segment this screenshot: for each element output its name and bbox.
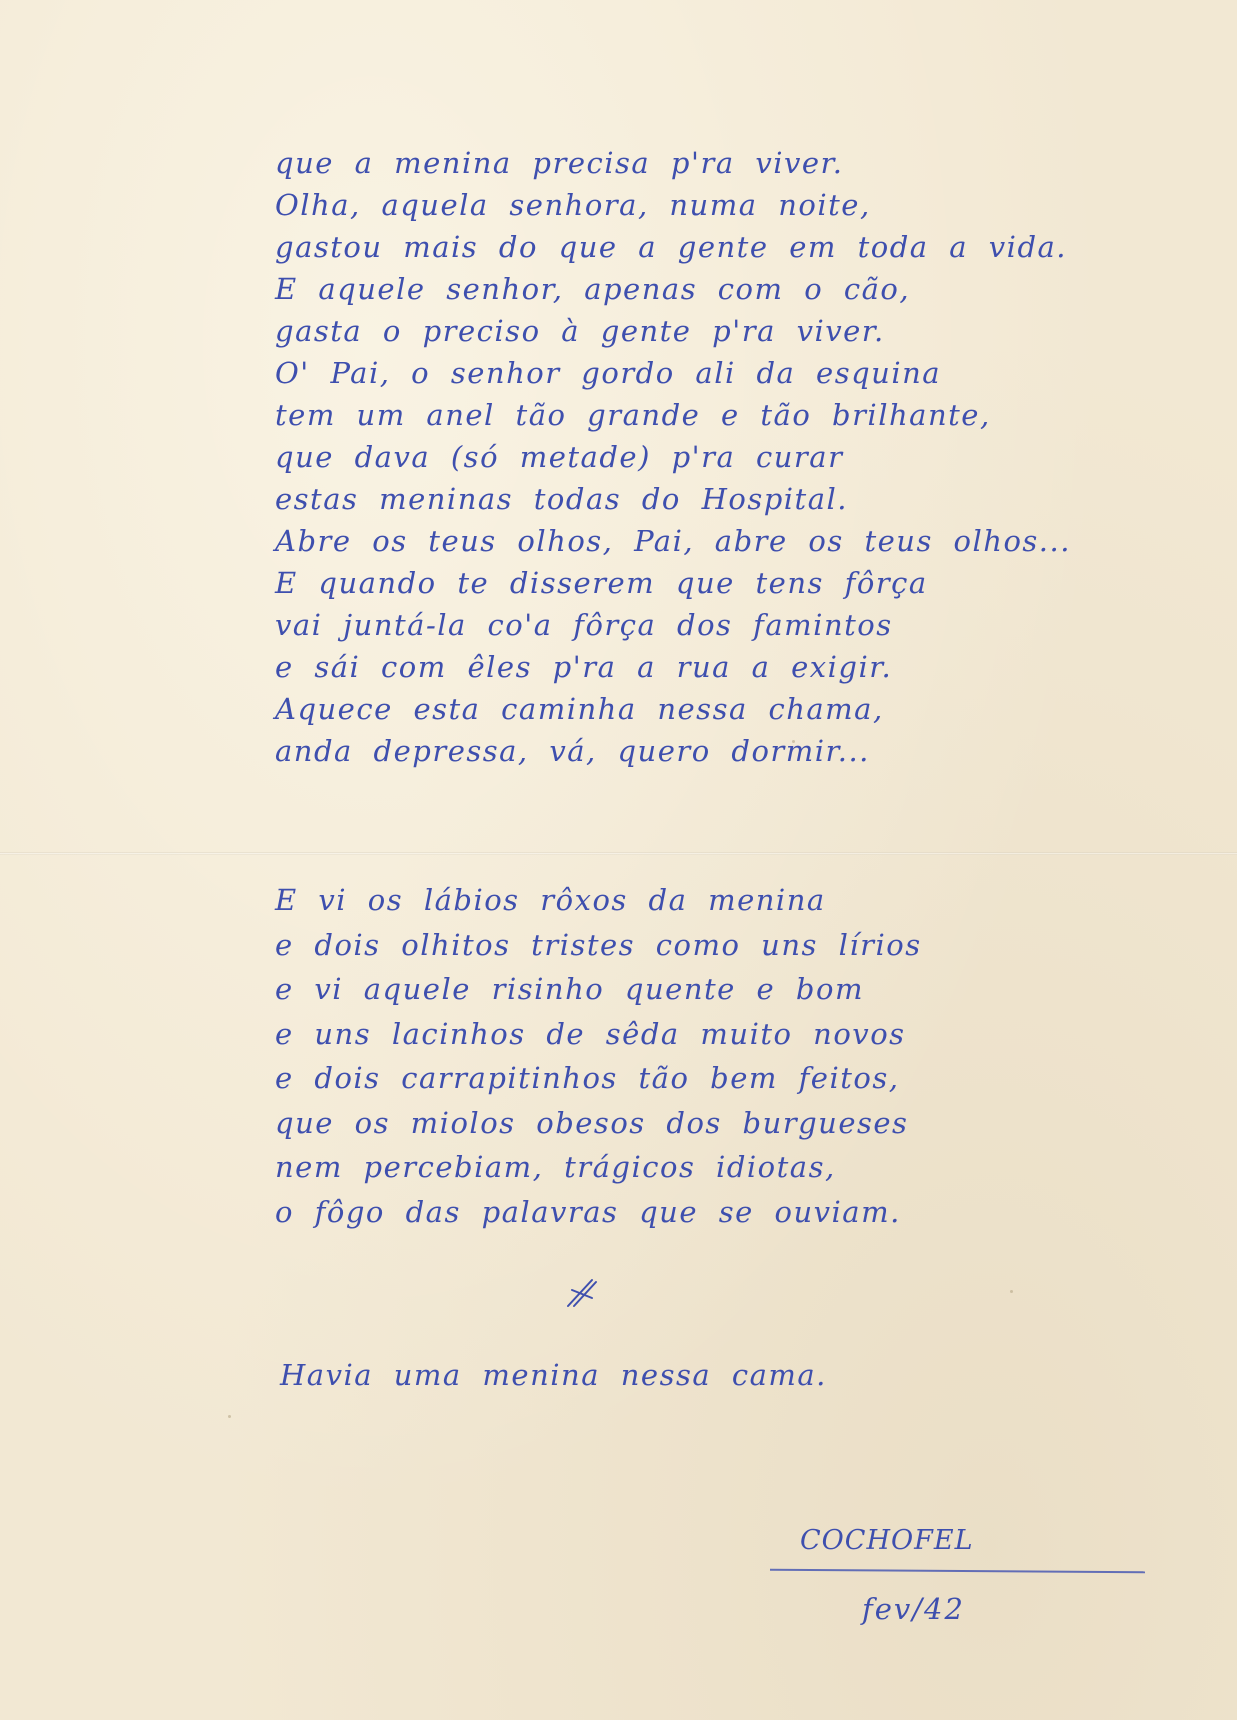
poem-line: anda depressa, vá, quero dormir... xyxy=(275,734,870,768)
poem-line: que dava (só metade) p'ra curar xyxy=(275,440,844,474)
poem-line: tem um anel tão grande e tão brilhante, xyxy=(275,398,991,432)
poem-line: gastou mais do que a gente em toda a vida. xyxy=(275,230,1068,264)
poem-line: Abre os teus olhos, Pai, abre os teus olhos... xyxy=(275,524,1071,558)
poem-line: gasta o preciso à gente p'ra viver. xyxy=(275,314,885,348)
poem-line: o fôgo das palavras que se ouviam. xyxy=(275,1194,901,1229)
signature-date: fev/42 xyxy=(862,1592,965,1626)
poem-line: E quando te disserem que tens fôrça xyxy=(275,566,928,600)
poem-line: e vi aquele risinho quente e bom xyxy=(275,972,864,1006)
poem-line: que os miolos obesos dos burgueses xyxy=(275,1105,909,1140)
poem-stanza-1 xyxy=(275,142,1071,772)
author-signature: COCHOFEL xyxy=(800,1525,974,1556)
poem-line: estas meninas todas do Hospital. xyxy=(275,482,848,516)
poem-line: e dois carrapitinhos tão bem feitos, xyxy=(275,1061,900,1095)
paper-speck xyxy=(228,1415,231,1418)
poem-line: E aquele senhor, apenas com o cão, xyxy=(275,272,911,306)
signature-underline xyxy=(770,1569,1145,1574)
poem-line: Olha, aquela senhora, numa noite, xyxy=(275,188,871,222)
poem-line: vai juntá-la co'a fôrça dos famintos xyxy=(275,608,893,642)
poem-line: e uns lacinhos de sêda muito novos xyxy=(275,1016,906,1051)
poem-line: Aquece esta caminha nessa chama, xyxy=(275,692,884,726)
poem-line: e sái com êles p'ra a rua a exigir. xyxy=(275,650,893,684)
paper-fold-line xyxy=(0,852,1237,855)
poem-line: e dois olhitos tristes como uns lírios xyxy=(275,927,922,962)
poem-line: nem percebiam, trágicos idiotas, xyxy=(275,1150,836,1184)
poem-stanza-3 xyxy=(280,1354,827,1396)
poem-line: O' Pai, o senhor gordo ali da esquina xyxy=(275,356,942,390)
poem-stanza-2 xyxy=(275,878,922,1234)
poem-line: que a menina precisa p'ra viver. xyxy=(275,146,844,180)
poem-line: E vi os lábios rôxos da menina xyxy=(275,883,826,917)
poem-line: Havia uma menina nessa cama. xyxy=(280,1358,827,1392)
section-divider-icon xyxy=(562,1272,602,1312)
paper-speck xyxy=(1010,1290,1013,1293)
